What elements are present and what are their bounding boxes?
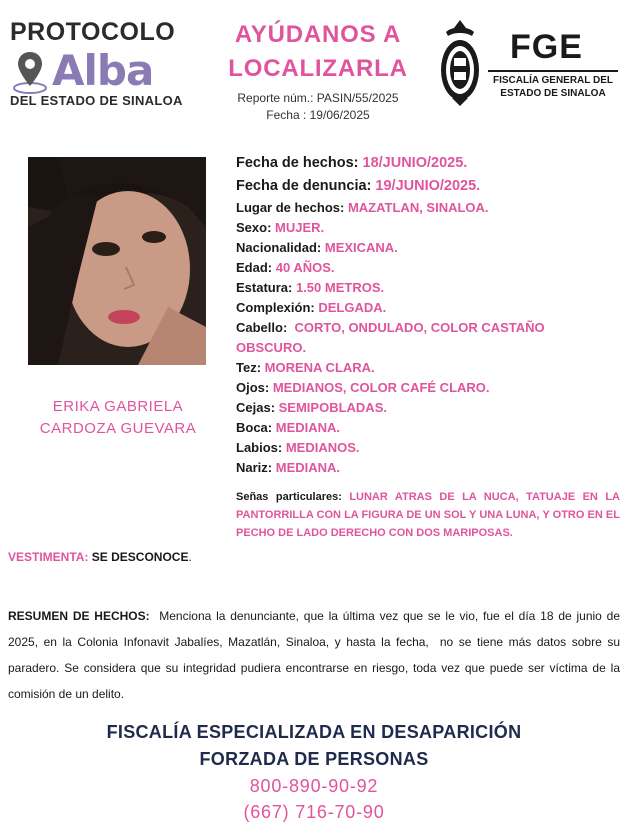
footer (0, 719, 628, 825)
detail-label: Nacionalidad: (236, 240, 325, 255)
report-number: Reporte núm.: PASIN/55/2025 (237, 91, 399, 105)
fge-title: FGE (510, 28, 583, 66)
detail-value: MEXICANA. (324, 240, 398, 255)
detail-value: MUJER. (275, 220, 325, 235)
detail-row-nariz (236, 458, 616, 478)
vestimenta-label: VESTIMENTA: (8, 550, 92, 564)
detail-row-edad (236, 258, 616, 278)
headline-line2: LOCALIZARLA (228, 55, 408, 82)
detail-label: Fecha de hechos: (236, 155, 363, 171)
footer-phone-1[interactable]: 800-890-90-92 (249, 776, 379, 796)
person-name-line1: ERIKA GABRIELA (52, 398, 184, 415)
fge-subtitle-line1: FISCALÍA GENERAL DEL (492, 75, 613, 86)
person-name (20, 396, 216, 440)
protocolo-alba-logo (10, 18, 200, 113)
detail-row-complexion (236, 298, 616, 318)
person-name-line2: CARDOZA GUEVARA (39, 420, 197, 437)
detail-value: 18/JUNIO/2025. (362, 155, 468, 171)
footer-agency-line2: FORZADA DE PERSONAS (199, 749, 429, 769)
senas-value: LUNAR ATRAS DE LA NUCA, TATUAJE EN LA PANTORRILLA CON LA FIGURA DE UN SOL Y UNA LUNA, Y OTRO EN EL PECHO DE LADO DERECHO CON DOS MARIPOSAS. (236, 491, 620, 539)
detail-value: 40 AÑOS. (275, 260, 335, 275)
detail-label: Tez: (236, 360, 265, 375)
logo-alba-text: Alba (52, 46, 154, 95)
detail-value: DELGADA. (318, 300, 387, 315)
resumen-de-hechos (8, 603, 624, 707)
logo-protocolo-text: PROTOCOLO (10, 18, 176, 46)
senas-label: Señas particulares: (236, 491, 350, 503)
fge-subtitle (488, 74, 618, 100)
detail-label: Complexión: (236, 300, 319, 315)
detail-value: MEDIANOS. (285, 440, 360, 455)
report-date: Fecha : 19/06/2025 (266, 108, 370, 122)
detail-value: MEDIANA. (275, 420, 341, 435)
header-center (216, 18, 420, 124)
detail-value: CORTO, ONDULADO, COLOR CASTAÑO OBSCURO. (236, 320, 545, 355)
detail-row-tez (236, 358, 616, 378)
detail-label: Cabello: (236, 320, 295, 335)
detail-label: Ojos: (236, 380, 273, 395)
logo-estado-text: DEL ESTADO DE SINALOA (10, 93, 183, 108)
detail-row-lugar (236, 198, 616, 218)
sinaloa-seal-icon (438, 18, 482, 108)
detail-row-cabello (236, 318, 566, 358)
detail-row-estatura (236, 278, 616, 298)
detail-label: Boca: (236, 420, 276, 435)
detail-label: Edad: (236, 260, 276, 275)
vestimenta (8, 550, 192, 564)
footer-phone-2[interactable]: (667) 716-70-90 (243, 802, 385, 822)
senas-particulares (236, 488, 620, 542)
fge-subtitle-line2: ESTADO DE SINALOA (500, 88, 606, 99)
detail-row-ojos (236, 378, 616, 398)
person-photo (28, 157, 206, 365)
resumen-label: RESUMEN DE HECHOS: (8, 609, 150, 623)
headline-line1: AYÚDANOS A (234, 21, 402, 48)
detail-row-fecha-denuncia (236, 175, 616, 198)
detail-row-cejas (236, 398, 616, 418)
detail-row-sexo (236, 218, 616, 238)
detail-label: Sexo: (236, 220, 276, 235)
detail-label: Labios: (236, 440, 286, 455)
vestimenta-value: SE DESCONOCE (91, 550, 189, 564)
detail-label: Lugar de hechos: (236, 200, 348, 215)
fge-divider (488, 70, 618, 72)
detail-label: Nariz: (236, 460, 276, 475)
detail-value: SEMIPOBLADAS. (278, 400, 387, 415)
detail-label: Cejas: (236, 400, 279, 415)
map-pin-icon (12, 50, 48, 94)
detail-label: Estatura: (236, 280, 296, 295)
portrait-illustration (28, 157, 206, 365)
details-list (236, 152, 616, 478)
detail-row-boca (236, 418, 616, 438)
detail-row-fecha-hechos (236, 152, 616, 175)
detail-row-labios (236, 438, 616, 458)
detail-value: 19/JUNIO/2025. (375, 178, 481, 194)
detail-value: MEDIANOS, COLOR CAFÉ CLARO. (272, 380, 490, 395)
fge-logo (438, 18, 618, 110)
detail-value: 1.50 METROS. (295, 280, 385, 295)
footer-agency-line1: FISCALÍA ESPECIALIZADA EN DESAPARICIÓN (106, 722, 522, 742)
detail-value: MAZATLAN, SINALOA. (347, 200, 489, 215)
vestimenta-end: . (188, 550, 192, 564)
detail-value: MEDIANA. (275, 460, 341, 475)
detail-value: MORENA CLARA. (264, 360, 375, 375)
detail-label: Fecha de denuncia: (236, 178, 376, 194)
resumen-text: Menciona la denunciante, que la última vez que se le vio, fue el día 18 de junio de 2025, en la Colonia Infonavit Jabalíes, Mazatlán, Sinaloa, y hasta la fecha, no se tiene más datos sobre su paradero. Se considera que su integridad pudiera encontrarse en riesgo, toda vez que puede ser víctima de la comisión de un delito. (8, 609, 624, 701)
detail-row-nacionalidad (236, 238, 616, 258)
